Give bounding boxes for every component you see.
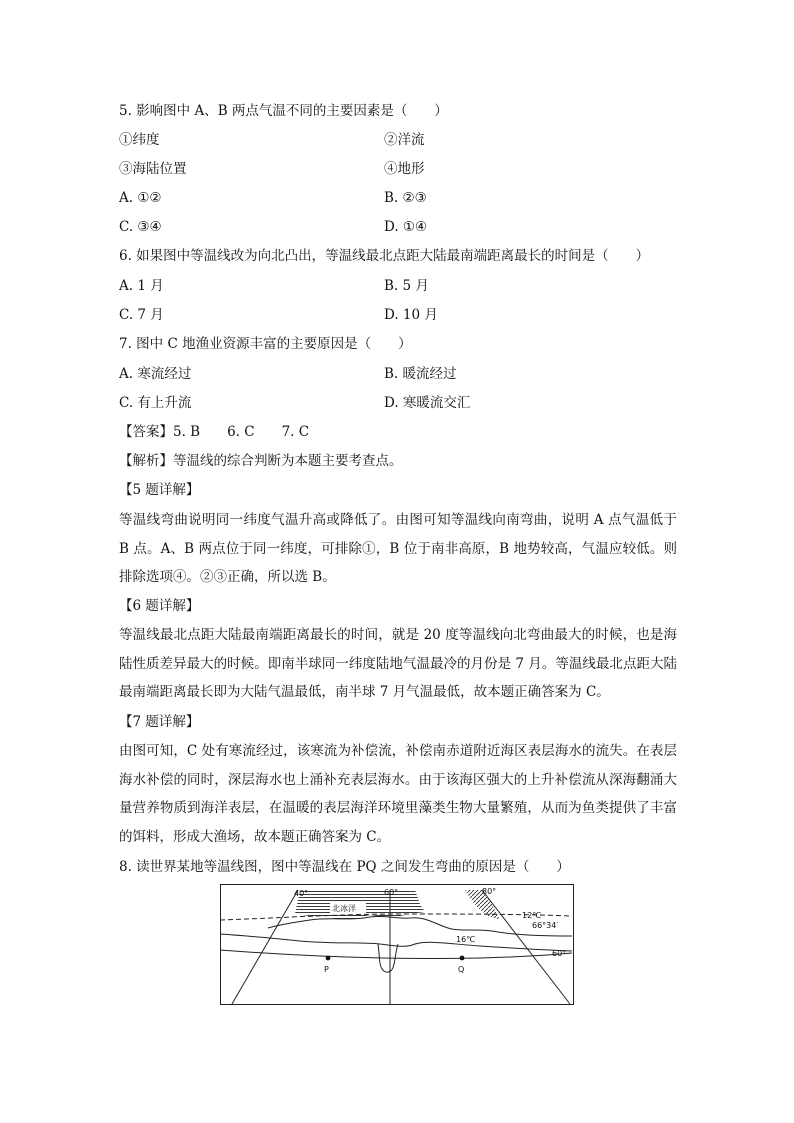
- label-lat-60: 60°: [552, 949, 567, 958]
- q5-option-b: B. ②③: [384, 190, 427, 206]
- q5-option-a: A. ①②: [119, 190, 162, 206]
- section-5-body: 等温线弯曲说明同一纬度气温升高或降低了。由图可知等温线向南弯曲，说明 A 点气温低于 B 点。A、B 两点位于同一纬度，可排除①，B 位于南非高原，B 地势较高，气温应较低。则排除选项④。②③正确，所以选 B。: [119, 512, 677, 586]
- label-iso-16: 16℃: [456, 935, 476, 944]
- q6-option-a: A. 1 月: [119, 278, 164, 294]
- q6-stem: 6. 如果图中等温线改为向北凸出，等温线最北点距大陆最南端距离最长的时间是（ ）: [119, 248, 650, 264]
- section-7-title: 【7 题详解】: [119, 714, 200, 730]
- label-lon-80: 80°: [482, 887, 497, 896]
- analysis-line: 【解析】等温线的综合判断为本题主要考查点。: [119, 453, 403, 469]
- label-ocean: 北冰洋: [332, 904, 356, 913]
- section-6-body: 等温线最北点距大陆最南端距离最长的时间，就是 20 度等温线向北弯曲最大的时候，也是海陆性质差异最大的时候。即南半球同一纬度陆地气温最冷的月份是 7 月。等温线最北点距大陆最南端距离最长即为大陆气温最低，南半球 7 月气温最低，故本题正确答案为 C。: [119, 627, 677, 701]
- q5-option-d: D. ①④: [384, 219, 428, 235]
- label-lat-6634: 66°34′: [532, 921, 559, 930]
- section-7-body: 由图可知，C 处有寒流经过，该寒流为补偿流，补偿南赤道附近海区表层海水的流失。在表层海水补偿的同时，深层海水也上涌补充表层海水。由于该海区强大的上升补偿流从深海翻涌大量营养物质到海洋表层，在温暖的表层海洋环境里藻类生物大量繁殖，从而为鱼类提供了丰富的饵料，形成大渔场，故本题正确答案为 C。: [119, 743, 677, 845]
- q5-item-3: ③海陆位置: [119, 161, 187, 177]
- label-iso-12: 12℃: [522, 911, 542, 920]
- answer-line: 【答案】5. B 6. C 7. C: [119, 424, 310, 440]
- q7-stem: 7. 图中 C 地渔业资源丰富的主要原因是（ ）: [119, 336, 412, 352]
- q7-option-d: D. 寒暖流交汇: [384, 395, 471, 411]
- q5-item-2: ②洋流: [384, 132, 425, 148]
- point-p: [326, 956, 331, 961]
- label-lon-60: 60°: [384, 888, 399, 897]
- section-5-title: 【5 题详解】: [119, 482, 200, 498]
- q5-item-4: ④地形: [384, 161, 425, 177]
- label-lon-40: 40°: [294, 889, 309, 898]
- isotherm-map: [220, 884, 574, 1005]
- q7-option-c: C. 有上升流: [119, 395, 192, 411]
- q6-option-d: D. 10 月: [384, 307, 438, 323]
- label-q: Q: [458, 965, 465, 974]
- q6-option-b: B. 5 月: [384, 278, 429, 294]
- q7-option-a: A. 寒流经过: [119, 366, 192, 382]
- isotherm-map-figure: [220, 884, 574, 1005]
- q5-item-1: ①纬度: [119, 132, 160, 148]
- q6-option-c: C. 7 月: [119, 307, 164, 323]
- q5-stem: 5. 影响图中 A、B 两点气温不同的主要因素是（ ）: [119, 103, 448, 119]
- point-q: [460, 956, 465, 961]
- q8-stem: 8. 读世界某地等温线图，图中等温线在 PQ 之间发生弯曲的原因是（ ）: [119, 859, 570, 875]
- q7-option-b: B. 暖流经过: [384, 366, 457, 382]
- q5-option-c: C. ③④: [119, 219, 162, 235]
- label-p: P: [324, 965, 329, 974]
- section-6-title: 【6 题详解】: [119, 598, 200, 614]
